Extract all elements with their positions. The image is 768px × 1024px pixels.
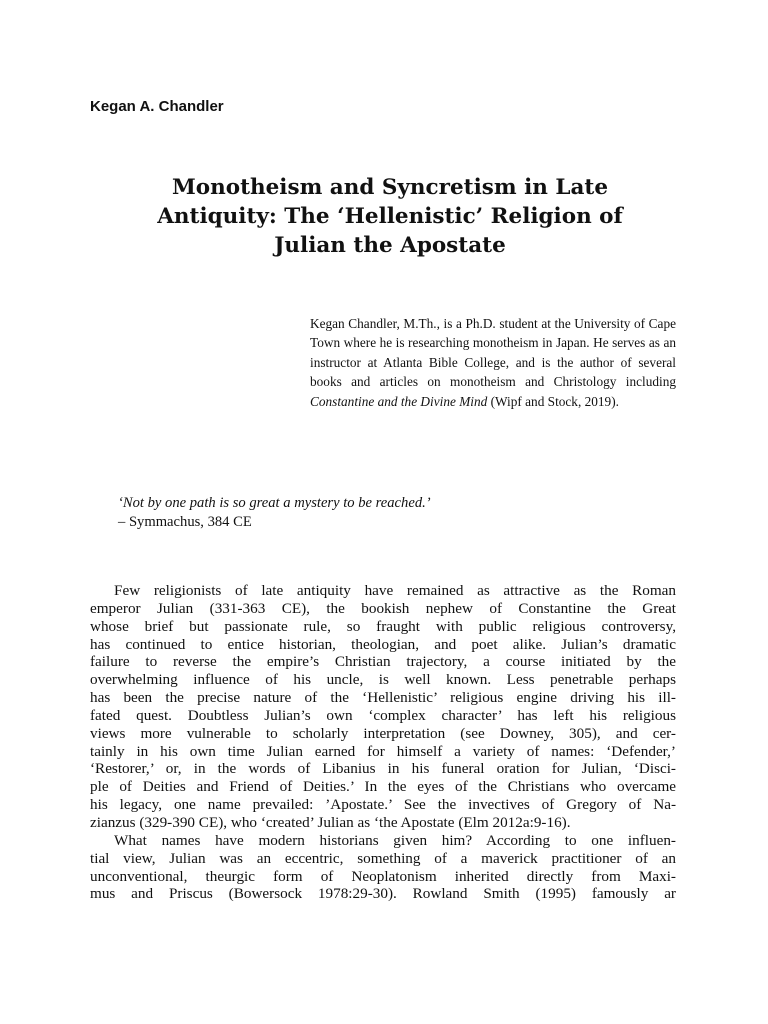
bio-text-after: (Wipf and Stock, 2019). [487,393,619,409]
body-line: ‘Restorer,’ or, in the words of Libanius in his funeral oration for Julian, ‘Disci- [90,760,676,778]
epigraph-attribution: – Symmachus, 384 CE [118,514,252,530]
author-header: Kegan A. Chandler [90,98,224,115]
body-line: zianzus (329-390 CE), who ‘created’ Julian as ‘the Apostate (Elm 2012a:9-16). [90,813,571,831]
body-line: unconventional, theurgic form of Neoplatonism inherited directly from Maxi- [90,867,676,885]
epigraph-quote: ‘Not by one path is so great a mystery to be reached.’ [118,495,431,511]
article-title [100,173,680,260]
title-line-3: Julian the Apostate [274,233,506,258]
body-line: whose brief but passionate rule, so fraught with public religious controversy, [90,617,676,635]
body-line: fated quest. Doubtless Julian’s own ‘complex character’ has left his religious [90,706,676,724]
bio-book-title: Constantine and the Divine Mind [310,393,488,409]
body-line: overwhelming influence of his uncle, is well known. Less penetrable perhaps [90,671,676,689]
body-line: views more vulnerable to scholarly interpretation (see Downey, 305), and cer- [90,724,676,742]
body-line: mus and Priscus (Bowersock 1978:29-30). Rowland Smith (1995) famously ar [90,885,676,903]
body-line: tial view, Julian was an eccentric, something of a maverick practitioner of an [90,849,676,867]
author-bio [310,314,676,411]
body-line: emperor Julian (331-363 CE), the bookish nephew of Constantine the Great [90,599,676,617]
body-line: Few religionists of late antiquity have remained as attractive as the Roman [114,582,676,599]
bio-text-before: Kegan Chandler, M.Th., is a Ph.D. student at the University of Cape Town where he is researching monotheism in Japan. He serves as an instructor at Atlanta Bible College, and is the author of several books and articles on monotheism and Christology including [310,316,676,390]
body-line: failure to reverse the empire’s Christian trajectory, a course initiated by the [90,653,676,671]
title-line-2: Antiquity: The ‘Hellenistic’ Religion of [157,204,623,229]
body-line: his legacy, one name prevailed: ’Apostate.’ See the invectives of Gregory of Na- [90,796,676,814]
body-line: has been the precise nature of the ‘Hellenistic’ religious engine driving his ill- [90,689,676,707]
title-line-1: Monotheism and Syncretism in Late [171,175,609,200]
body-line: has continued to entice historian, theologian, and poet alike. Julian’s dramatic [90,635,676,653]
body-line: ple of Deities and Friend of Deities.’ In the eyes of the Christians who overcame [90,778,676,796]
body-line: What names have modern historians given him? According to one influen- [114,831,676,849]
body-text [90,582,676,903]
epigraph [118,494,431,532]
body-line: tainly in his own time Julian earned for himself a variety of names: ‘Defender,’ [90,742,676,760]
